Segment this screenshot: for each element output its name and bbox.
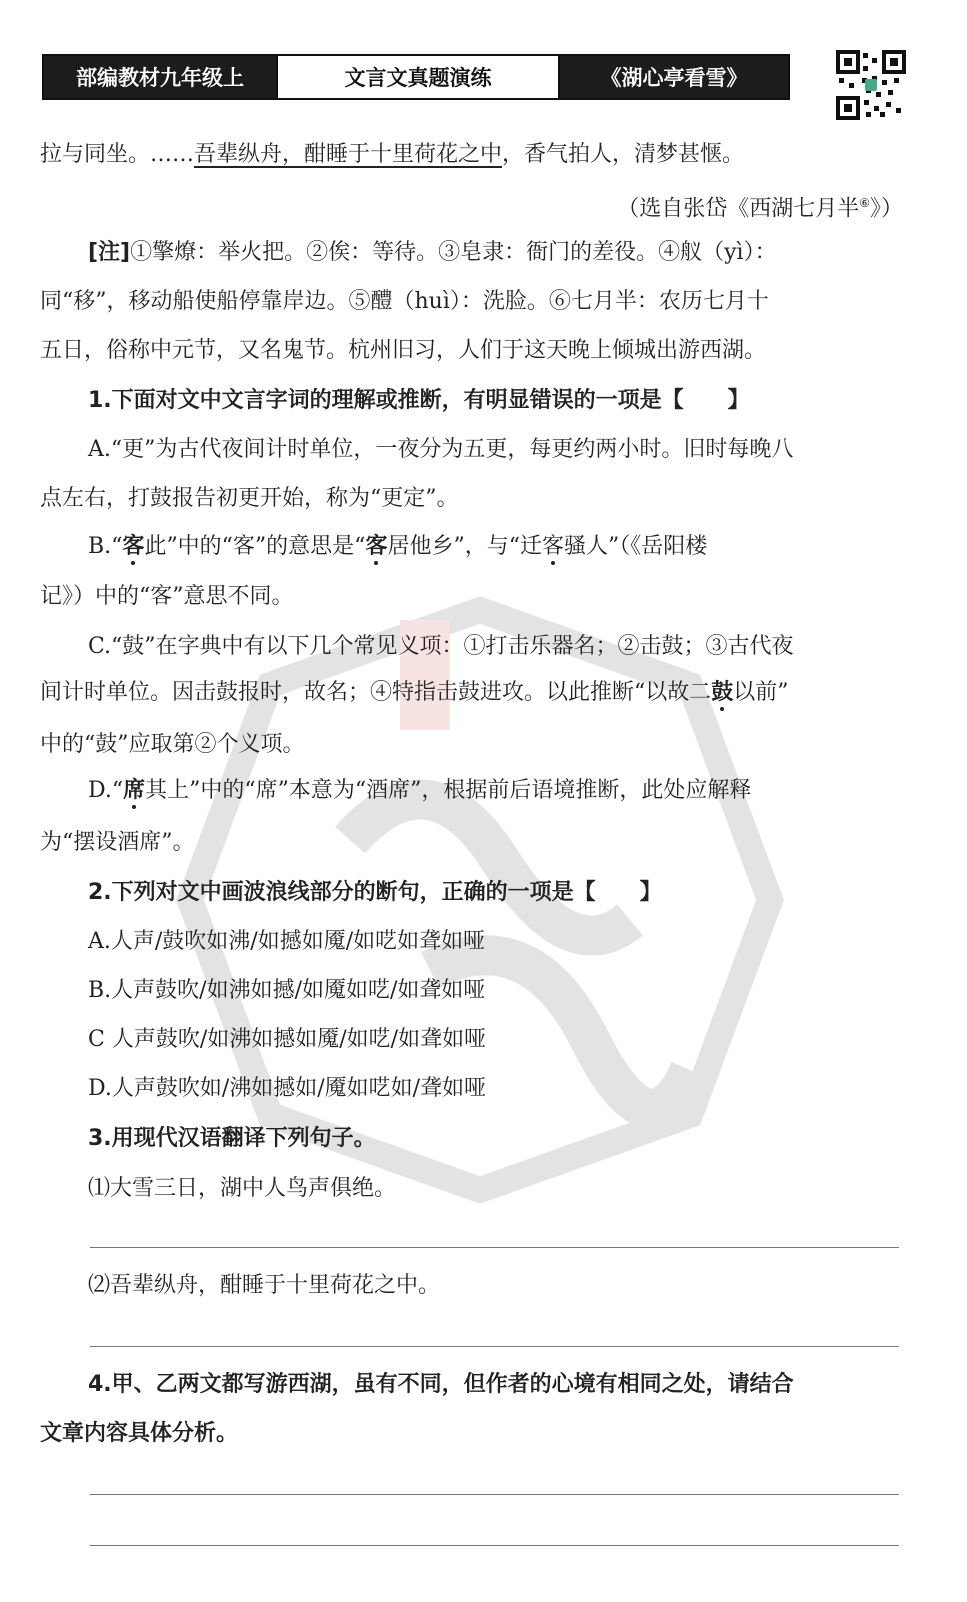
passage-text: 拉与同坐。…… — [40, 142, 195, 167]
qr-code-icon — [836, 50, 906, 120]
underlined-sentence: 吾辈纵舟，酣睡于十里荷花之中 — [194, 142, 503, 167]
q1-option-c-line-1: C.“鼓”在字典中有以下几个常见义项：①打击乐器名；②击鼓；③古代夜 — [88, 634, 794, 659]
q1-option-c-line-2 — [40, 678, 915, 708]
q1-option-a-line-1: A.“更”为古代夜间计时单位，一夜分为五更，每更约两小时。旧时每晚八 — [88, 437, 794, 462]
option-text: 间计时单位。因击鼓报时，故名；④特指击鼓进攻。以此推断“以故二 — [40, 680, 712, 705]
q1-option-d-line-1 — [88, 776, 915, 806]
question-4-line-2: 文章内容具体分析。 — [40, 1421, 239, 1446]
option-text: 骚人”（《岳阳楼 — [563, 534, 708, 559]
answer-line[interactable] — [90, 1545, 899, 1546]
answer-line[interactable] — [90, 1346, 899, 1347]
q2-option-d: D.人声鼓吹如/沸如撼如/魇如呓如/聋如哑 — [88, 1076, 487, 1101]
q1-option-b-line-2: 记》）中的“客”意思不同。 — [40, 584, 294, 609]
passage-text: ，香气拍人，清梦甚惬。 — [502, 142, 745, 167]
notes-line-2: 同“移”，移动船使船停靠岸边。⑤醴（huì）：洗脸。⑥七月半：农历七月十 — [40, 289, 769, 314]
footnote-marker: ⑥ — [859, 196, 870, 210]
emphasized-char: 鼓 — [711, 680, 734, 705]
notes-text: ①擎燎：举火把。②俟：等待。③皂隶：衙门的差役。④舣（yì）： — [130, 240, 777, 265]
source-text: （选自张岱《西湖七月半 — [617, 196, 860, 222]
q1-option-c-line-3: 中的“鼓”应取第②个义项。 — [40, 732, 305, 757]
emphasized-char: 席 — [123, 778, 146, 803]
header-grade: 部编教材九年级上 — [44, 56, 276, 98]
q1-option-d-line-2: 为“摆设酒席”。 — [40, 830, 195, 855]
notes-label: [注] — [88, 240, 131, 265]
answer-line[interactable] — [90, 1247, 899, 1248]
q3-sentence-1: ⑴大雪三日，湖中人鸟声俱绝。 — [88, 1176, 397, 1201]
q2-option-c: C 人声鼓吹/如沸如撼如魇/如呓/如聋如哑 — [88, 1027, 487, 1052]
q1-option-b-line-1 — [88, 532, 915, 562]
q2-option-a: A.人声/鼓吹如沸/如撼如魇/如呓如聋如哑 — [88, 929, 486, 954]
q1-option-a-line-2: 点左右，打鼓报告初更开始，称为“更定”。 — [40, 486, 459, 511]
notes-line-1 — [88, 238, 915, 268]
header-title: 《湖心亭看雪》 — [560, 56, 788, 98]
emphasized-char: 客 — [122, 534, 145, 559]
passage-source — [40, 188, 903, 224]
notes-line-3: 五日，俗称中元节，又名鬼节。杭州旧习，人们于这天晚上倾城出游西湖。 — [40, 338, 767, 363]
option-text: 此”中的“客”的意思是“ — [144, 534, 366, 559]
question-4-line-1: 4.甲、乙两文都写游西湖，虽有不同，但作者的心境有相同之处，请结合 — [88, 1372, 794, 1397]
question-1-stem: 1.下面对文中文言字词的理解或推断，有明显错误的一项是【 】 — [88, 388, 750, 413]
option-text: 居他乡”，与“迁 — [387, 534, 542, 559]
header-section: 文言文真题演练 — [276, 56, 560, 98]
option-text: 以前” — [733, 680, 789, 705]
option-text: D.“ — [88, 778, 124, 803]
option-text: B.“ — [88, 534, 123, 559]
q2-option-b: B.人声鼓吹/如沸如撼/如魇如呓/如聋如哑 — [88, 978, 486, 1003]
passage-line-1 — [40, 140, 915, 170]
option-text: 其上”中的“席”本意为“酒席”，根据前后语境推断，此处应解释 — [145, 778, 752, 803]
header-banner — [42, 54, 790, 100]
emphasized-char: 客 — [365, 534, 388, 559]
source-text: 》） — [869, 196, 903, 222]
answer-line[interactable] — [90, 1494, 899, 1495]
q3-sentence-2: ⑵吾辈纵舟，酣睡于十里荷花之中。 — [88, 1273, 441, 1298]
emphasized-char: 客 — [541, 534, 564, 559]
question-2-stem: 2.下列对文中画波浪线部分的断句，正确的一项是【 】 — [88, 880, 662, 905]
question-3-stem: 3.用现代汉语翻译下列句子。 — [88, 1126, 376, 1151]
